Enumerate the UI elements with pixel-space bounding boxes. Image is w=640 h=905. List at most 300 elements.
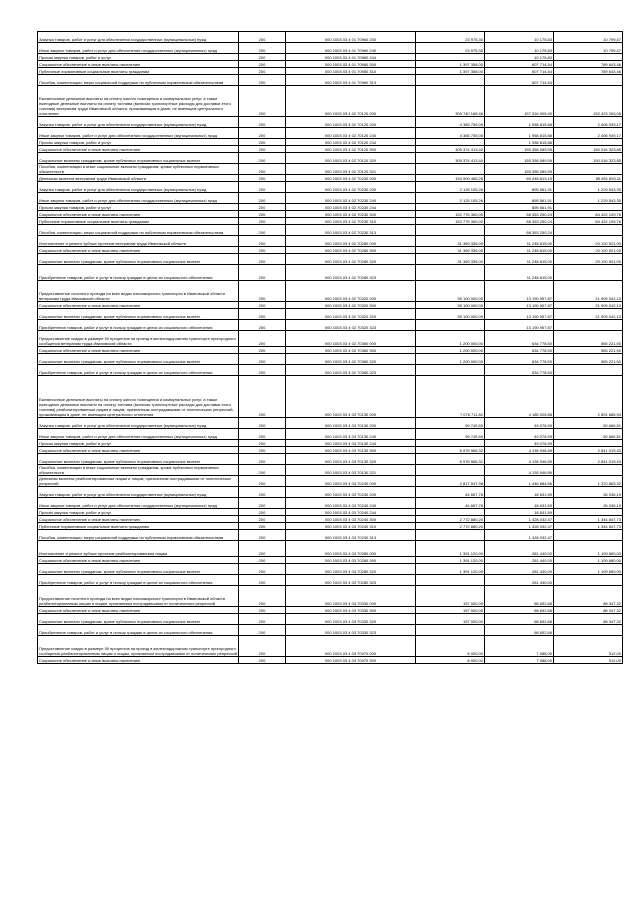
row-approved: 31 369 336,00 [416, 254, 485, 265]
row-unexecuted: 152 423 263,06 [554, 86, 623, 117]
row-unexecuted: 1 109 680,00 [554, 541, 623, 557]
row-unexecuted: 1 370 863,32 [554, 476, 623, 487]
row-budget-code: 000 1003 03 4 02 70120 321 [286, 164, 416, 175]
table-row [38, 54, 623, 61]
table-row [38, 193, 623, 204]
row-admin-code: 200 [239, 365, 286, 376]
row-unexecuted: 2 841 019,43 [554, 447, 623, 454]
row-budget-code: 000 1003 03 4 02 70320 323 [286, 320, 416, 331]
row-executed: 18 631,59 [485, 487, 554, 498]
row-admin-code: 200 [239, 557, 286, 564]
row-executed: 607 714,54 [485, 75, 554, 86]
table-row [38, 128, 623, 139]
row-name: Социальное обеспечение и иные выплаты населению [38, 516, 239, 523]
row-executed: 68 652,68 [485, 607, 554, 614]
row-name: Социальные выплаты гражданам, кроме публичных нормативных социальных выплат [38, 564, 239, 575]
row-unexecuted: 85 651 653,11 [554, 175, 623, 182]
row-approved: 2 772 880,20 [416, 516, 485, 523]
row-approved: 44 667,78 [416, 487, 485, 498]
row-approved: 2 817 547,98 [416, 476, 485, 487]
row-name: Денежная выплата реабилитированным лицам и лицам, признанным пострадавшими от политических репрессий [38, 476, 239, 487]
row-name: Социальное обеспечение и иные выплаты населению [38, 302, 239, 309]
row-name: Социальные выплаты гражданам, кроме публичных нормативных социальных выплат [38, 354, 239, 365]
row-unexecuted: 789 643,46 [554, 61, 623, 68]
row-name: Социальные выплаты гражданам, кроме публичных нормативных социальных выплат [38, 614, 239, 625]
row-executed: 157 316 905,40 [485, 86, 554, 117]
row-executed: 68 652,68 [485, 614, 554, 625]
table-row [38, 146, 623, 153]
row-approved: 152 775 360,00 [416, 218, 485, 225]
row-name: Пособия, компенсации, меры социальной поддержки по публичным нормативным обязательствам [38, 225, 239, 236]
row-executed: 10 175,83 [485, 43, 554, 54]
row-unexecuted: 1 229 543,35 [554, 193, 623, 204]
row-executed: 7 088,00 [485, 657, 554, 664]
row-approved: 23 975,30 [416, 43, 485, 54]
row-approved: 1 200 000,00 [416, 331, 485, 347]
table-row [38, 657, 623, 664]
row-admin-code: 200 [239, 182, 286, 193]
table-row [38, 523, 623, 530]
table-row [38, 281, 623, 302]
row-unexecuted: 10 799,47 [554, 32, 623, 43]
row-executed: 13 190 957,87 [485, 302, 554, 309]
row-approved: 1 391 120,00 [416, 541, 485, 557]
row-approved [416, 465, 485, 476]
row-approved: 8 000,00 [416, 657, 485, 664]
row-admin-code: 200 [239, 465, 286, 476]
row-budget-code: 000 1003 03 4 03 70130 321 [286, 465, 416, 476]
row-unexecuted: 2 406 939,17 [554, 117, 623, 128]
row-name: Социальные выплаты гражданам, кроме публичных нормативных социальных выплат [38, 454, 239, 465]
row-unexecuted [554, 625, 623, 636]
row-admin-code: 200 [239, 354, 286, 365]
row-name: Иные закупки товаров, работ и услуг для обеспечения государственных (муниципальных) нужд [38, 498, 239, 509]
row-budget-code: 000 1003 03 4 01 70960 240 [286, 43, 416, 54]
row-budget-code: 000 1003 03 4 03 70330 000 [286, 586, 416, 607]
row-approved: 2 125 105,26 [416, 193, 485, 204]
row-budget-code: 000 1003 03 4 03 70240 244 [286, 509, 416, 516]
row-executed: 13 190 957,87 [485, 281, 554, 302]
row-executed: 68 353 250,24 [485, 218, 554, 225]
row-name: Закупка товаров, работ и услуг для обеспечения государственных (муниципальных) нужд [38, 418, 239, 429]
table-row [38, 347, 623, 354]
row-executed: 1 446 684,66 [485, 476, 554, 487]
row-name: Иные закупки товаров, работ и услуг для обеспечения государственных (муниципальных) нужд [38, 429, 239, 440]
row-unexecuted: 2 891 685,94 [554, 376, 623, 418]
row-executed: 634 778,50 [485, 331, 554, 347]
table-row [38, 175, 623, 182]
row-executed: 18 631,59 [485, 509, 554, 516]
row-unexecuted: 21 909 042,13 [554, 281, 623, 302]
row-approved: 1 397 358,00 [416, 61, 485, 68]
row-approved: 23 975,30 [416, 32, 485, 43]
row-budget-code: 000 1003 03 4 02 70120 000 [286, 86, 416, 117]
row-approved: 309 740 168,46 [416, 86, 485, 117]
row-approved [416, 75, 485, 86]
row-admin-code: 200 [239, 516, 286, 523]
row-name: Социальное обеспечение и иные выплаты населению [38, 347, 239, 354]
row-approved [416, 54, 485, 61]
row-name: Иные закупки товаров, работ и услуг для обеспечения государственных (муниципальных) нужд [38, 43, 239, 54]
row-approved: 1 200 000,00 [416, 347, 485, 354]
table-row [38, 247, 623, 254]
row-name: Публичные нормативные социальные выплаты гражданам [38, 68, 239, 75]
row-name: Социальные выплаты гражданам, кроме публичных нормативных социальных выплат [38, 254, 239, 265]
row-name: Иные закупки товаров, работ и услуг для обеспечения государственных (муниципальных) нужд [38, 193, 239, 204]
row-budget-code: 000 1003 03 4 02 70120 320 [286, 153, 416, 164]
row-admin-code: 200 [239, 146, 286, 153]
table-row [38, 32, 623, 43]
row-unexecuted: 88 347,32 [554, 614, 623, 625]
table-row [38, 509, 623, 516]
row-unexecuted: 26 036,19 [554, 487, 623, 498]
row-executed: 13 190 957,87 [485, 309, 554, 320]
row-executed: 4 135 946,89 [485, 465, 554, 476]
row-admin-code: 200 [239, 254, 286, 265]
row-unexecuted [554, 320, 623, 331]
table-row [38, 557, 623, 564]
row-admin-code: 200 [239, 265, 286, 281]
row-budget-code: 000 1003 03 4 03 70330 323 [286, 625, 416, 636]
row-approved: 99 745,50 [416, 429, 485, 440]
table-row [38, 418, 623, 429]
row-approved [416, 625, 485, 636]
row-name: Социальное обеспечение и иные выплаты населению [38, 607, 239, 614]
row-approved [416, 365, 485, 376]
row-executed: 11 248 815,00 [485, 247, 554, 254]
row-approved: 35 100 000,00 [416, 309, 485, 320]
row-unexecuted: 789 643,46 [554, 68, 623, 75]
row-budget-code: 000 1003 03 4 02 70120 200 [286, 117, 416, 128]
row-approved: 1 397 358,00 [416, 68, 485, 75]
row-admin-code: 200 [239, 657, 286, 664]
row-budget-code: 000 1003 03 4 02 70360 000 [286, 331, 416, 347]
row-executed: 49 078,99 [485, 418, 554, 429]
row-budget-code: 000 1003 03 4 02 70320 000 [286, 281, 416, 302]
row-budget-code: 000 1003 03 4 03 70280 300 [286, 557, 416, 564]
row-unexecuted: 21 909 042,13 [554, 309, 623, 320]
budget-table [37, 31, 623, 664]
row-name: Приобретение товаров, работ и услуг в пользу граждан в целях их социального обеспечения [38, 320, 239, 331]
row-budget-code: 000 1003 03 4 03 70240 313 [286, 530, 416, 541]
table-row [38, 331, 623, 347]
row-name: Пособия, компенсации, меры социальной поддержки по публичным нормативным обязательствам [38, 530, 239, 541]
row-admin-code: 200 [239, 309, 286, 320]
row-unexecuted: 2 406 939,17 [554, 128, 623, 139]
table-row [38, 43, 623, 54]
row-executed: 634 778,50 [485, 354, 554, 365]
row-unexecuted: 20 120 521,00 [554, 254, 623, 265]
row-approved: 1 391 120,00 [416, 557, 485, 564]
row-unexecuted: 88 347,32 [554, 586, 623, 607]
row-admin-code: 200 [239, 117, 286, 128]
row-name: Ежемесячные денежные выплаты на оплату жилого помещения и коммунальных услуг, а также ежегодные денежные выплаты на оплату топлива (включая транспортные расходы для доставки этого топлива) реабилитированным лицам и лицам, признанным пострадавшими от политических репрессий, проживающим в доме, не имеющем центрального отопления [38, 376, 239, 418]
row-approved [416, 204, 485, 211]
table-row [38, 354, 623, 365]
row-admin-code: 200 [239, 331, 286, 347]
row-admin-code: 200 [239, 204, 286, 211]
budget-table-body [38, 32, 623, 664]
row-approved: 35 100 000,00 [416, 281, 485, 302]
row-name: Предоставление льготного проезда на всех видах пассажирского транспорта в Ивановской области ветеранам труда Ивановской области [38, 281, 239, 302]
row-executed: 281 440,00 [485, 541, 554, 557]
row-approved: 8 000,00 [416, 636, 485, 657]
table-row [38, 429, 623, 440]
row-executed: 1 958 815,88 [485, 128, 554, 139]
row-executed: 7 088,00 [485, 636, 554, 657]
table-row [38, 68, 623, 75]
row-name: Публичные нормативные социальные выплаты гражданам [38, 218, 239, 225]
row-approved: 2 772 880,20 [416, 523, 485, 530]
row-approved: 31 369 336,00 [416, 236, 485, 247]
row-name: Приобретение товаров, работ и услуг в пользу граждан в целях их социального обеспечения [38, 625, 239, 636]
row-name: Приобретение товаров, работ и услуг в пользу граждан в целях их социального обеспечения [38, 265, 239, 281]
row-admin-code: 200 [239, 86, 286, 117]
row-budget-code: 000 1003 03 4 01 70960 200 [286, 32, 416, 43]
row-executed: 607 714,54 [485, 61, 554, 68]
budget-sheet [37, 31, 621, 664]
row-executed: 1 428 032,47 [485, 516, 554, 523]
row-name: Закупка товаров, работ и услуг для обеспечения государственных (муниципальных) нужд [38, 32, 239, 43]
row-approved: 305 374 413,40 [416, 146, 485, 153]
table-row [38, 211, 623, 218]
row-executed: 281 440,00 [485, 557, 554, 564]
row-admin-code: 200 [239, 302, 286, 309]
row-unexecuted: 88 347,32 [554, 607, 623, 614]
row-executed: 281 440,00 [485, 575, 554, 586]
row-budget-code: 000 1003 03 4 02 70230 313 [286, 225, 416, 236]
row-unexecuted [554, 75, 623, 86]
row-executed: 68 353 250,24 [485, 211, 554, 218]
row-executed: 13 190 957,87 [485, 320, 554, 331]
row-admin-code: 200 [239, 128, 286, 139]
table-row [38, 320, 623, 331]
row-unexecuted: 50 666,51 [554, 429, 623, 440]
row-executed: 607 714,54 [485, 68, 554, 75]
row-budget-code: 000 1003 03 4 03 70130 000 [286, 376, 416, 418]
row-budget-code: 000 1003 03 4 02 70230 244 [286, 204, 416, 211]
row-executed: 4 185 025,88 [485, 376, 554, 418]
row-executed: 11 248 815,00 [485, 265, 554, 281]
row-admin-code: 200 [239, 530, 286, 541]
table-row [38, 614, 623, 625]
row-admin-code: 200 [239, 454, 286, 465]
row-budget-code: 000 1003 03 4 03 70240 200 [286, 487, 416, 498]
row-name: Прочая закупка товаров, работ и услуг [38, 204, 239, 211]
row-admin-code: 200 [239, 320, 286, 331]
row-approved: 99 745,50 [416, 418, 485, 429]
row-approved: 4 365 755,05 [416, 117, 485, 128]
row-budget-code: 000 1003 03 4 03 70280 320 [286, 564, 416, 575]
table-row [38, 476, 623, 487]
row-budget-code: 000 1003 03 4 03 70130 300 [286, 447, 416, 454]
row-admin-code: 200 [239, 575, 286, 586]
table-row [38, 236, 623, 247]
row-unexecuted [554, 204, 623, 211]
row-executed: 155 358 089,55 [485, 146, 554, 153]
row-budget-code: 000 1003 03 4 03 70130 244 [286, 440, 416, 447]
row-budget-code: 000 1003 03 4 01 70960 313 [286, 75, 416, 86]
table-row [38, 541, 623, 557]
row-executed: 10 175,83 [485, 32, 554, 43]
table-row [38, 117, 623, 128]
row-admin-code: 200 [239, 236, 286, 247]
row-unexecuted [554, 225, 623, 236]
table-row [38, 516, 623, 523]
row-budget-code: 000 1003 03 4 02 70120 240 [286, 128, 416, 139]
row-executed: 49 078,99 [485, 440, 554, 447]
row-name: Иные закупки товаров, работ и услуг для обеспечения государственных (муниципальных) нужд [38, 128, 239, 139]
row-approved: 31 369 336,00 [416, 247, 485, 254]
row-admin-code: 200 [239, 75, 286, 86]
row-budget-code: 000 1003 03 4 02 70320 320 [286, 309, 416, 320]
row-unexecuted: 912,00 [554, 657, 623, 664]
row-unexecuted: 26 036,19 [554, 498, 623, 509]
row-approved: 152 775 360,00 [416, 211, 485, 218]
row-unexecuted [554, 164, 623, 175]
row-budget-code: 000 1003 03 4 02 70120 244 [286, 139, 416, 146]
row-name: Изготовление и ремонт зубных протезов реабилитированным лицам [38, 541, 239, 557]
row-admin-code: 200 [239, 164, 286, 175]
table-row [38, 225, 623, 236]
row-admin-code: 200 [239, 564, 286, 575]
row-name: Пособия, компенсации и иные социальные выплаты гражданам, кроме публичных нормативных обязательств [38, 164, 239, 175]
row-approved: 157 000,00 [416, 586, 485, 607]
row-name: Закупка товаров, работ и услуг для обеспечения государственных (муниципальных) нужд [38, 182, 239, 193]
row-admin-code: 200 [239, 139, 286, 146]
row-name: Денежная выплата ветеранам труда Ивановской области [38, 175, 239, 182]
row-budget-code: 000 1003 03 4 02 70230 200 [286, 182, 416, 193]
row-unexecuted [554, 54, 623, 61]
row-name: Прочая закупка товаров, работ и услуг [38, 440, 239, 447]
row-executed: 68 652,68 [485, 625, 554, 636]
row-unexecuted: 2 841 019,43 [554, 454, 623, 465]
row-admin-code: 200 [239, 153, 286, 164]
row-admin-code: 200 [239, 607, 286, 614]
row-approved: 154 900 465,26 [416, 175, 485, 182]
row-unexecuted: 150 016 323,85 [554, 153, 623, 164]
table-row [38, 440, 623, 447]
row-budget-code: 000 1003 03 4 02 70230 000 [286, 175, 416, 182]
row-budget-code: 000 1003 03 4 02 70280 323 [286, 265, 416, 281]
row-admin-code: 200 [239, 218, 286, 225]
table-row [38, 498, 623, 509]
row-unexecuted: 1 344 847,73 [554, 516, 623, 523]
row-budget-code: 000 1003 03 4 02 70360 300 [286, 347, 416, 354]
row-budget-code: 000 1003 03 4 02 70230 300 [286, 211, 416, 218]
row-unexecuted: 150 016 323,85 [554, 146, 623, 153]
row-budget-code: 000 1003 03 4 02 70280 000 [286, 236, 416, 247]
row-budget-code: 000 1003 03 4 03 70130 200 [286, 418, 416, 429]
row-unexecuted: 1 109 680,00 [554, 557, 623, 564]
row-executed: 1 428 032,47 [485, 530, 554, 541]
row-name: Социальное обеспечение и иные выплаты населению [38, 61, 239, 68]
row-executed: 68 353 250,24 [485, 225, 554, 236]
row-name: Социальное обеспечение и иные выплаты населению [38, 211, 239, 218]
row-name: Пособия, компенсации, меры социальной поддержки по публичным нормативным обязательствам [38, 75, 239, 86]
row-admin-code: 200 [239, 376, 286, 418]
row-name: Социальное обеспечение и иные выплаты населению [38, 557, 239, 564]
row-admin-code: 200 [239, 447, 286, 454]
row-admin-code: 200 [239, 476, 286, 487]
row-admin-code: 200 [239, 586, 286, 607]
row-approved: 44 667,78 [416, 498, 485, 509]
row-budget-code: 000 1003 03 4 02 70320 300 [286, 302, 416, 309]
row-approved [416, 320, 485, 331]
row-budget-code: 000 1003 03 4 02 70360 323 [286, 365, 416, 376]
row-budget-code: 000 1003 03 4 02 70120 300 [286, 146, 416, 153]
row-executed: 895 561,91 [485, 182, 554, 193]
table-row [38, 254, 623, 265]
row-executed: 68 652,68 [485, 586, 554, 607]
table-row [38, 447, 623, 454]
row-admin-code: 200 [239, 43, 286, 54]
row-admin-code: 200 [239, 625, 286, 636]
row-approved: 6 976 966,32 [416, 447, 485, 454]
row-name: Предоставление скидки в размере 50 процентов на проезд в железнодорожном транспорте пригородного сообщения ветеранам труда Ивановской области [38, 331, 239, 347]
row-unexecuted: 912,00 [554, 636, 623, 657]
table-row [38, 365, 623, 376]
row-name: Социальное обеспечение и иные выплаты населению [38, 146, 239, 153]
row-unexecuted [554, 365, 623, 376]
row-approved: 2 125 105,26 [416, 182, 485, 193]
row-budget-code: 000 1003 03 4 01 70960 310 [286, 68, 416, 75]
row-name: Социальное обеспечение и иные выплаты населению [38, 657, 239, 664]
row-name: Приобретение товаров, работ и услуг в пользу граждан в целях их социального обеспечения [38, 575, 239, 586]
row-name: Приобретение товаров, работ и услуг в пользу граждан в целях их социального обеспечения [38, 365, 239, 376]
row-executed: 895 561,91 [485, 193, 554, 204]
row-unexecuted: 565 221,50 [554, 354, 623, 365]
row-unexecuted: 84 422 109,76 [554, 211, 623, 218]
row-approved: 6 976 966,32 [416, 454, 485, 465]
row-unexecuted: 10 799,47 [554, 43, 623, 54]
table-row [38, 61, 623, 68]
row-name: Предоставление льготного проезда на всех видах пассажирского транспорта в Ивановской области реабилитированным лицам и лицам, признанным пострадавшими от политических репрессий [38, 586, 239, 607]
row-approved: 35 100 000,00 [416, 302, 485, 309]
row-name: Публичные нормативные социальные выплаты гражданам [38, 523, 239, 530]
row-admin-code: 200 [239, 61, 286, 68]
row-admin-code: 200 [239, 487, 286, 498]
row-approved [416, 265, 485, 281]
row-approved [416, 575, 485, 586]
row-approved: 1 391 120,00 [416, 564, 485, 575]
row-unexecuted: 1 229 543,35 [554, 182, 623, 193]
table-row [38, 625, 623, 636]
row-unexecuted: 20 120 521,00 [554, 247, 623, 254]
row-admin-code: 200 [239, 636, 286, 657]
row-admin-code: 200 [239, 193, 286, 204]
row-admin-code: 200 [239, 418, 286, 429]
row-admin-code: 200 [239, 247, 286, 254]
table-row [38, 204, 623, 211]
row-admin-code: 200 [239, 175, 286, 182]
row-budget-code: 000 1003 03 4 03 70370 300 [286, 657, 416, 664]
row-executed: 4 135 946,89 [485, 447, 554, 454]
row-budget-code: 000 1003 03 4 02 70230 310 [286, 218, 416, 225]
table-row [38, 487, 623, 498]
row-name: Социальное обеспечение и иные выплаты населению [38, 247, 239, 254]
row-executed: 10 175,83 [485, 54, 554, 61]
table-row [38, 607, 623, 614]
row-approved [416, 509, 485, 516]
row-budget-code: 000 1003 03 4 03 70280 323 [286, 575, 416, 586]
row-name: Прочая закупка товаров, работ и услуг [38, 509, 239, 516]
table-row [38, 218, 623, 225]
row-unexecuted: 50 666,51 [554, 418, 623, 429]
row-budget-code: 000 1003 03 4 01 70960 244 [286, 54, 416, 61]
row-admin-code: 200 [239, 281, 286, 302]
row-executed: 69 248 813,15 [485, 175, 554, 182]
